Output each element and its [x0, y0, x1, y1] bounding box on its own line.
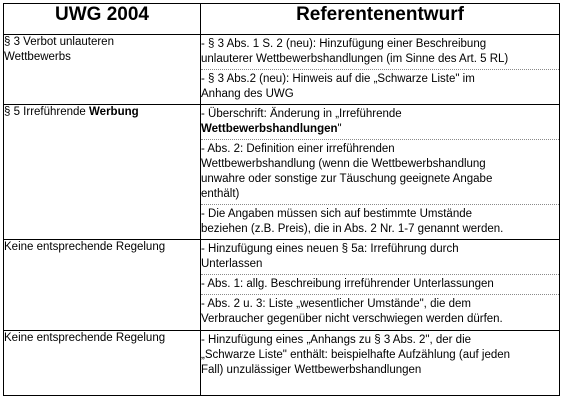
- item-line: - Die Angaben müssen sich auf bestimmte Umstände: [201, 208, 473, 220]
- row-2-draft-cell: [201, 105, 560, 240]
- row-4-uwg-cell: [4, 331, 201, 396]
- item-suffix: ": [337, 123, 342, 135]
- list-item: [201, 70, 559, 104]
- item-line: „Schwarze Liste" enthält: beispielhafte Aufzählung (auf jeden: [201, 349, 511, 361]
- list-item: [201, 295, 559, 329]
- row-1-uwg-cell: [4, 35, 201, 105]
- item-line: - § 3 Abs. 1 S. 2 (neu): Hinzufügung einer Beschreibung: [201, 38, 487, 50]
- item-line: unwahre oder sonstige zur Täuschung geeignete Angabe: [201, 173, 493, 185]
- item-line: [201, 122, 559, 137]
- item-line: - § 3 Abs.2 (neu): Hinweis auf die „Schwarze Liste" im: [201, 73, 475, 85]
- row-3-left-line: Keine entsprechende Regelung: [4, 241, 166, 253]
- row-2-left-bold: Werbung: [89, 106, 139, 118]
- row-2-left-text: § 5 Irreführende: [4, 106, 90, 118]
- comparison-table: [3, 3, 560, 396]
- item-line: Fall) unzulässiger Wettbewerbshandlungen: [201, 364, 422, 376]
- item-line: - Überschrift: Änderung in „Irreführende: [201, 108, 402, 120]
- item-line: - Abs. 1: allg. Beschreibung irreführender Unterlassungen: [201, 278, 494, 290]
- item-bold-text: Wettbewerbshandlungen: [201, 123, 338, 135]
- row-1-left-line: Wettbewerbs: [4, 51, 71, 63]
- header-row: [4, 4, 560, 35]
- item-line: - Hinzufügung eines „Anhangs zu § 3 Abs. 2", der die: [201, 334, 472, 346]
- item-line: Verbraucher gegenüber nicht verschwiegen werden dürfen.: [201, 313, 503, 325]
- item-line: unlauterer Wettbewerbshandlungen (im Sinne des Art. 5 RL): [201, 53, 509, 65]
- list-item: [201, 275, 559, 295]
- item-line: - Abs. 2: Definition einer irreführenden: [201, 143, 395, 155]
- item-line: Anhang des UWG: [201, 88, 294, 100]
- list-item: [201, 240, 559, 275]
- item-line: beziehen (z.B. Preis), die in Abs. 2 Nr. 1-7 genannt werden.: [201, 223, 504, 235]
- header-uwg-2004: UWG 2004: [4, 4, 201, 35]
- item-line: Unterlassen: [201, 258, 263, 270]
- header-referentenentwurf: Referentenentwurf: [201, 4, 560, 35]
- row-4-left-line: Keine entsprechende Regelung: [4, 332, 166, 344]
- row-1-left-line: § 3 Verbot unlauteren: [4, 36, 114, 48]
- list-item: [201, 331, 559, 380]
- row-4-draft-cell: [201, 331, 560, 396]
- list-item: [201, 205, 559, 239]
- item-line: - Hinzufügung eines neuen § 5a: Irreführung durch: [201, 243, 459, 255]
- list-item: [201, 140, 559, 205]
- row-1-draft-cell: [201, 35, 560, 105]
- table-row: [4, 105, 560, 240]
- table-row: [4, 240, 560, 331]
- table-row: [4, 331, 560, 396]
- list-item: [201, 105, 559, 140]
- list-item: [201, 35, 559, 70]
- item-line: - Abs. 2 u. 3: Liste „wesentlicher Umstände", die dem: [201, 298, 471, 310]
- item-line: Wettbewerbshandlung (wenn die Wettbewerbshandlung: [201, 158, 486, 170]
- item-line: enthält): [201, 188, 240, 200]
- row-2-uwg-cell: [4, 105, 201, 240]
- row-3-draft-cell: [201, 240, 560, 331]
- row-3-uwg-cell: [4, 240, 201, 331]
- table-row: [4, 35, 560, 105]
